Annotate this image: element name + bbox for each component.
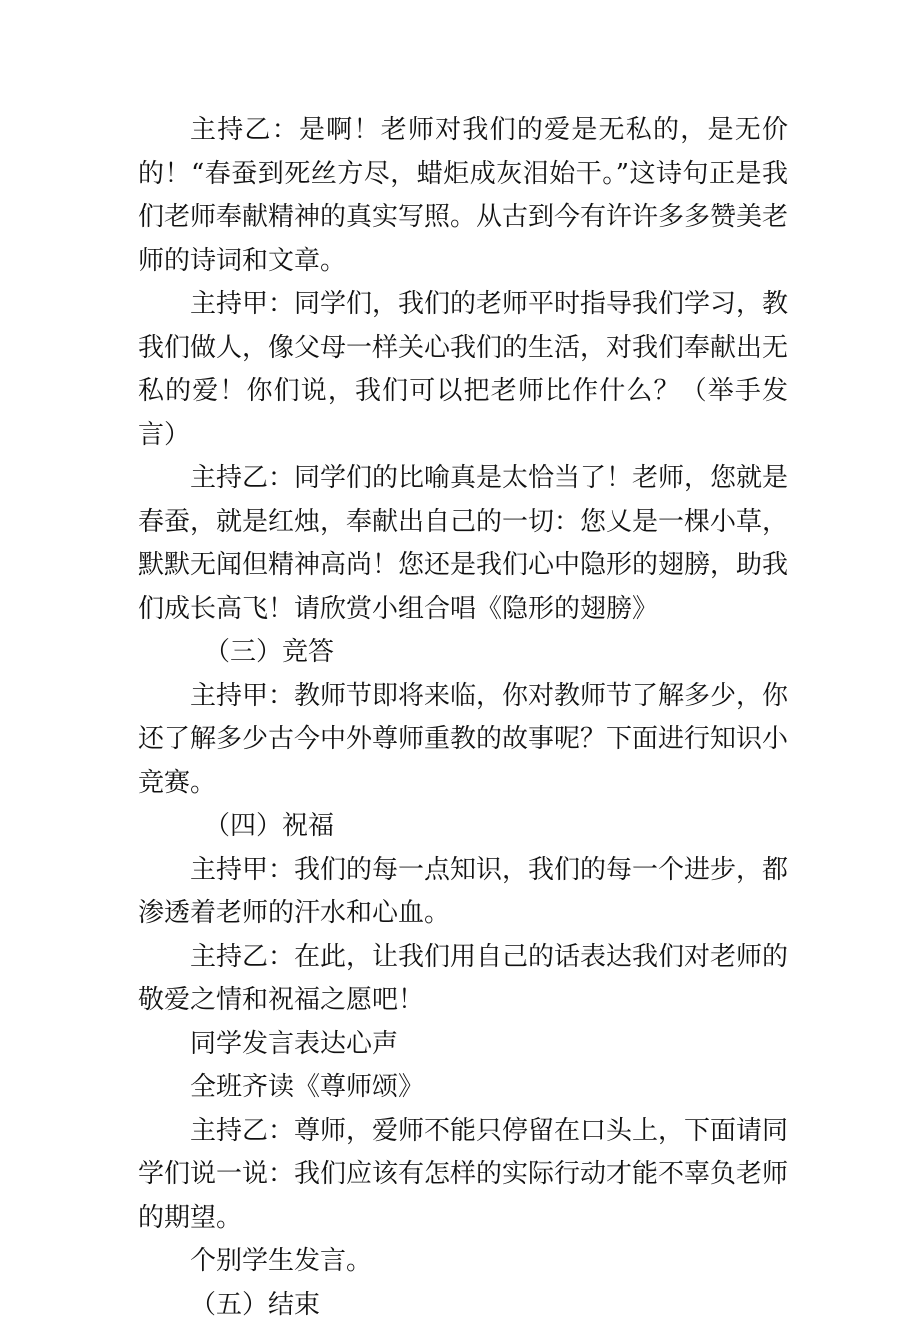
paragraph-host-a-quiz: 主持甲：教师节即将来临，你对教师节了解多少，你还了解多少古今中外尊师重教的故事呢？下面进行知识小竞赛。 — [138, 675, 788, 806]
paragraph-host-a-compare-teacher: 主持甲：同学们，我们的老师平时指导我们学习，教我们做人，像父母一样关心我们的生活，对我们奉献出无私的爱！你们说，我们可以把老师比作什么？（举手发言） — [138, 283, 788, 457]
paragraph-class-reading: 全班齐读《尊师颂》 — [138, 1066, 788, 1110]
paragraph-host-b-teacher-love: 主持乙：是啊！老师对我们的爱是无私的，是无价的！“春蚕到死丝方尽，蜡炬成灰泪始干。”这诗句正是我们老师奉献精神的真实写照。从古到今有许许多多赞美老师的诗词和文章。 — [138, 109, 788, 283]
paragraph-host-b-metaphor: 主持乙：同学们的比喻真是太恰当了！老师，您就是春蚕，就是红烛，奉献出自己的一切：您乂是一棵小草，默默无闻但精神高尚！您还是我们心中隐形的翅膀，助我们成长高飞！请欣赏小组合唱《隐形的翅膀》 — [138, 457, 788, 631]
section-heading-ending: （五）结束 — [138, 1284, 788, 1327]
paragraph-host-b-action: 主持乙：尊师，爱师不能只停留在口头上，下面请同学们说一说：我们应该有怎样的实际行动才能不辜负老师的期望。 — [138, 1110, 788, 1241]
paragraph-student-speech: 同学发言表达心声 — [138, 1023, 788, 1067]
section-heading-blessing: （四）祝福 — [138, 805, 788, 849]
paragraph-host-a-knowledge: 主持甲：我们的每一点知识，我们的每一个进步，都渗透着老师的汗水和心血。 — [138, 849, 788, 936]
paragraph-host-b-wishes: 主持乙：在此，让我们用自己的话表达我们对老师的敬爱之情和祝福之愿吧！ — [138, 936, 788, 1023]
document-body — [138, 109, 788, 1327]
section-heading-quiz: （三）竞答 — [138, 631, 788, 675]
paragraph-individual-speech: 个别学生发言。 — [138, 1240, 788, 1284]
